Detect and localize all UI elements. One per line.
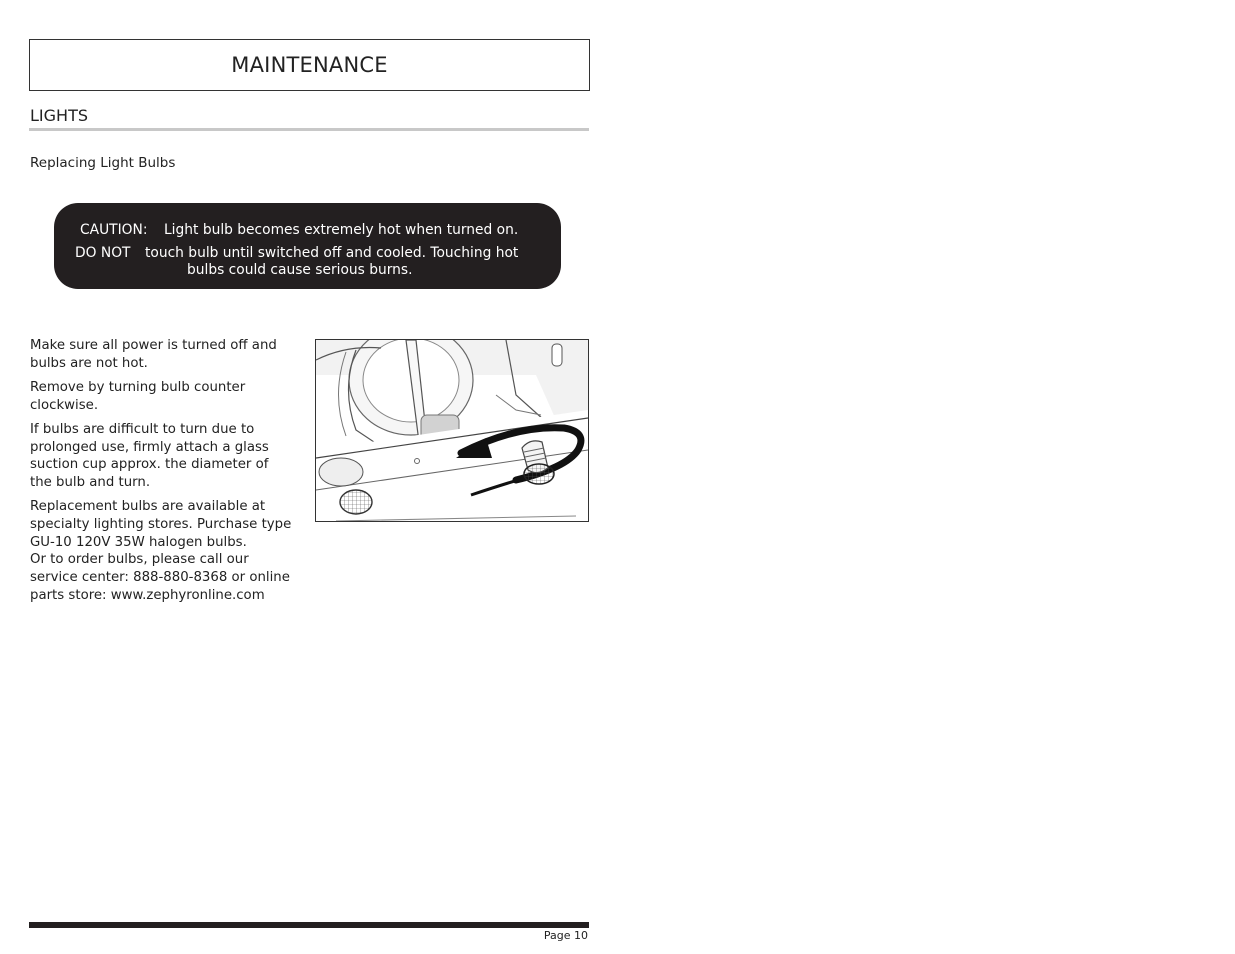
do-not-label: DO NOT — [75, 245, 131, 261]
caution-label: CAUTION: — [80, 222, 148, 238]
bulb-removal-icon — [316, 340, 588, 521]
footer-divider — [29, 922, 589, 928]
bulb-removal-illustration — [315, 339, 589, 522]
page-title: MAINTENANCE — [29, 39, 590, 91]
instructions-text — [30, 337, 292, 604]
caution-text-3: bulbs could cause serious burns. — [187, 262, 413, 278]
caution-box — [54, 203, 561, 289]
page-number: Page 10 — [543, 929, 588, 942]
caution-text-2: touch bulb until switched off and cooled. Touching hot — [145, 245, 519, 261]
instruction-1: Make sure all power is turned off and bulbs are not hot. — [30, 338, 277, 371]
subheading: Replacing Light Bulbs — [30, 155, 176, 171]
section-heading: LIGHTS — [30, 106, 88, 125]
caution-text-1: Light bulb becomes extremely hot when turned on. — [164, 222, 519, 238]
instruction-3: If bulbs are difficult to turn due to prolonged use, firmly attach a glass suction cup approx. the diameter of the bulb and turn. — [30, 421, 269, 490]
instruction-4: Replacement bulbs are available at specialty lighting stores. Purchase type GU-10 120V 35W halogen bulbs. — [30, 499, 292, 550]
section-divider — [29, 128, 589, 131]
instruction-2: Remove by turning bulb counter clockwise. — [30, 379, 246, 413]
instruction-5: Or to order bulbs, please call our service center: 888-880-8368 or online parts store: www.zephyronline.com — [30, 552, 290, 603]
